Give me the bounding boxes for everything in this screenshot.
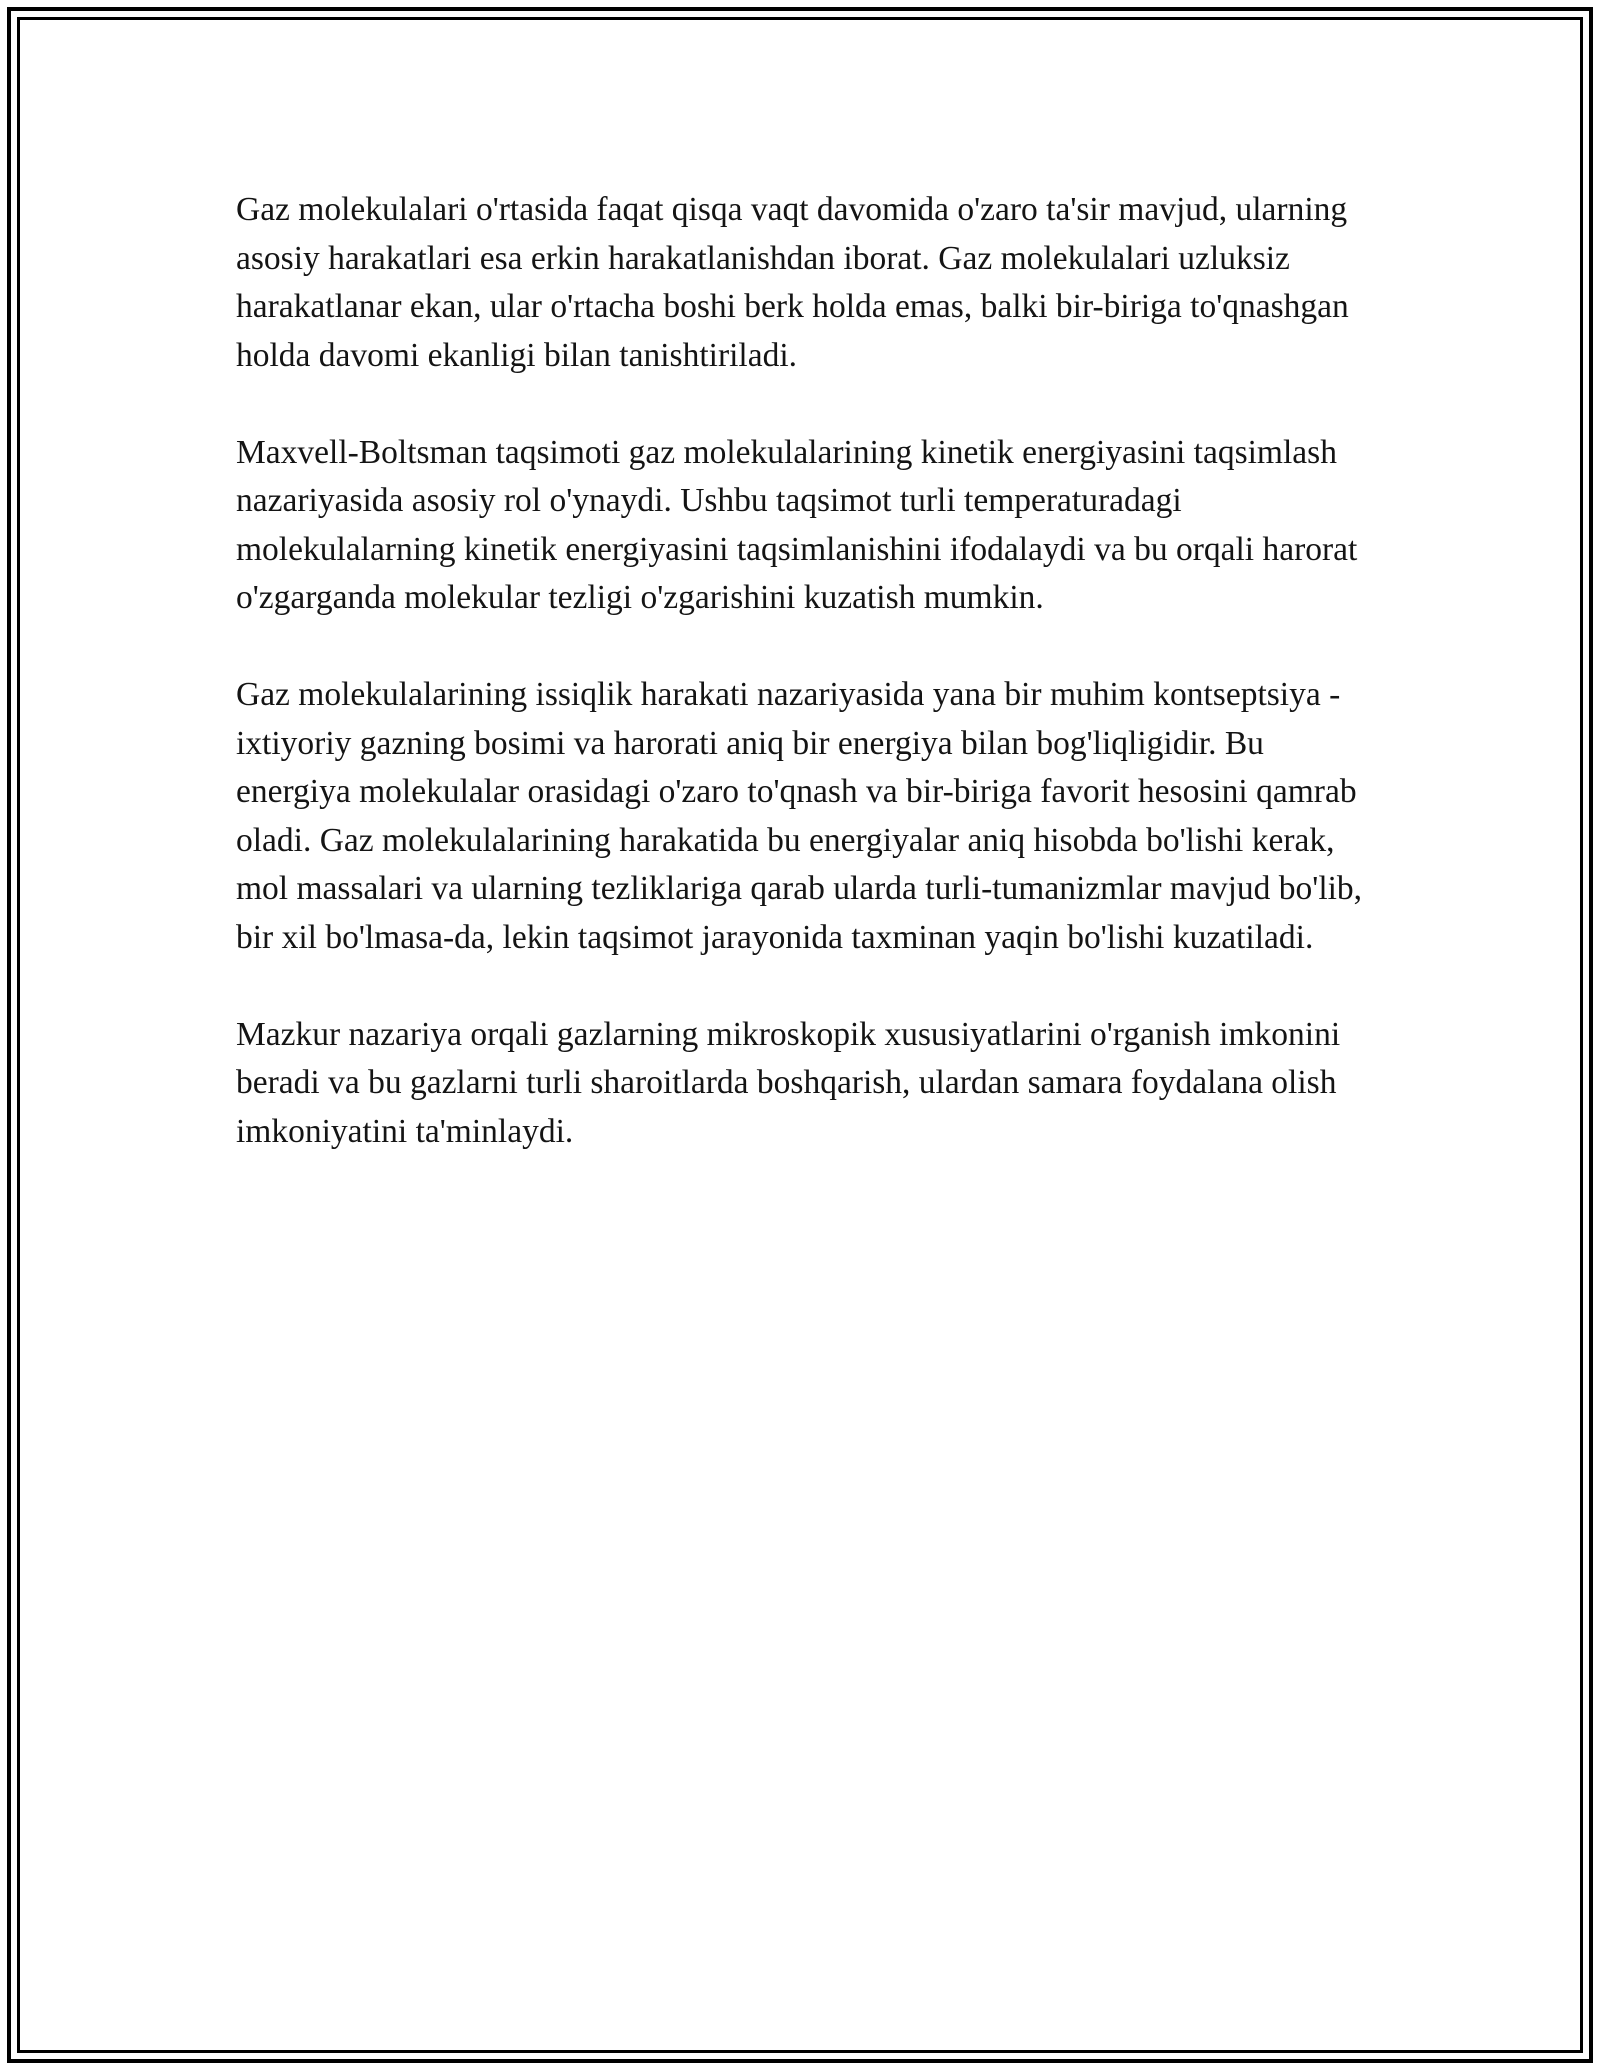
paragraph-2: Maxvell-Boltsman taqsimoti gaz molekulalarining kinetik energiyasini taqsimlash nazariyasida asosiy rol o'ynaydi. Ushbu taqsimot turli temperaturadagi molekulalarning kinetik energiyasini taqsimlanishini ifodalaydi va bu orqali harorat o'zgarganda molekular tezligi o'zgarishini kuzatish mumkin. — [236, 433, 1358, 616]
document-body — [236, 186, 1366, 1156]
paragraph-3: Gaz molekulalarining issiqlik harakati nazariyasida yana bir muhim kontseptsiya - ixtiyoriy gazning bosimi va harorati aniq bir energiya bilan bog'liqligidir. Bu energiya molekulalar orasidagi o'zaro to'qnash va bir-biriga favorit hesosini qamrab oladi. Gaz molekulalarining harakatida bu energiyalar aniq hisobda bo'lishi kerak, mol massalari va ularning tezliklariga qarab ularda turli-tumanizmlar mavjud bo'lib, bir xil bo'lmasa-da, lekin taqsimot jarayonida taxminan yaqin bo'lishi kuzatiladi. — [236, 676, 1363, 956]
paragraph-1: Gaz molekulalari o'rtasida faqat qisqa vaqt davomida o'zaro ta'sir mavjud, ularning asosiy harakatlari esa erkin harakatlanishdan iborat. Gaz molekulalari uzluksiz harakatlanar ekan, ular o'rtacha boshi berk holda emas, balki bir-biriga to'qnashgan holda davomi ekanligi bilan tanishtiriladi. — [236, 191, 1349, 374]
paragraph-4: Mazkur nazariya orqali gazlarning mikroskopik xususiyatlarini o'rganish imkonini beradi va bu gazlarni turli sharoitlarda boshqarish, ulardan samara foydalana olish imkoniyatini ta'minlaydi. — [236, 1015, 1341, 1150]
